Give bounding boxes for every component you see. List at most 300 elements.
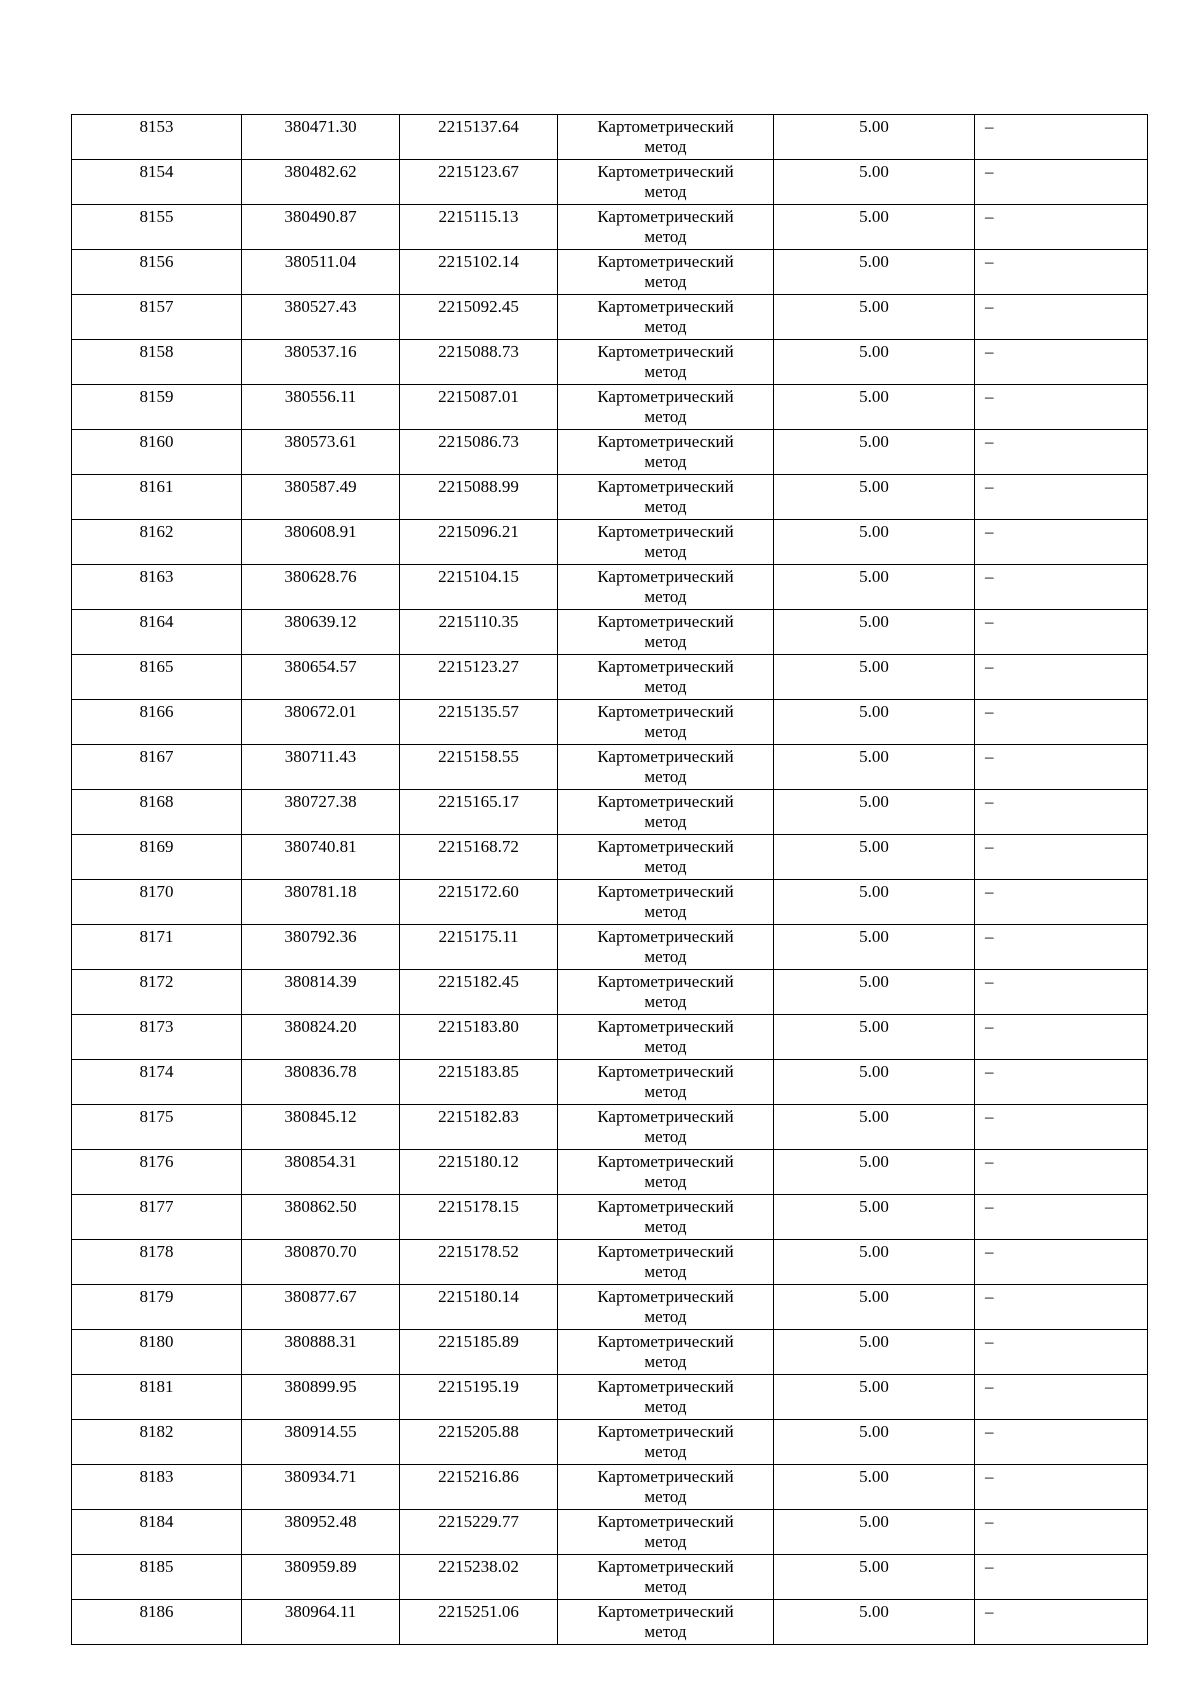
accuracy-cell: 5.00 xyxy=(774,1195,975,1240)
method-line-1: Картометрический xyxy=(597,882,734,901)
method-cell xyxy=(558,160,774,205)
method-line-2: метод xyxy=(644,1127,687,1146)
method-cell xyxy=(558,1375,774,1420)
method-line-1: Картометрический xyxy=(597,162,734,181)
method-line-1: Картометрический xyxy=(597,1422,734,1441)
y-coordinate-cell: 2215238.02 xyxy=(400,1555,558,1600)
x-coordinate-cell: 380608.91 xyxy=(242,520,400,565)
method-line-2: метод xyxy=(644,812,687,831)
method-line-2: метод xyxy=(644,857,687,876)
accuracy-cell: 5.00 xyxy=(774,340,975,385)
x-coordinate-cell: 380471.30 xyxy=(242,115,400,160)
point-number-cell: 8176 xyxy=(72,1150,242,1195)
method-line-1: Картометрический xyxy=(597,1287,734,1306)
description-cell: – xyxy=(975,160,1148,205)
method-line-1: Картометрический xyxy=(597,522,734,541)
accuracy-cell: 5.00 xyxy=(774,1555,975,1600)
description-cell: – xyxy=(975,925,1148,970)
method-cell xyxy=(558,115,774,160)
y-coordinate-cell: 2215088.99 xyxy=(400,475,558,520)
x-coordinate-cell: 380537.16 xyxy=(242,340,400,385)
x-coordinate-cell: 380727.38 xyxy=(242,790,400,835)
y-coordinate-cell: 2215104.15 xyxy=(400,565,558,610)
table-row xyxy=(72,1015,1148,1060)
x-coordinate-cell: 380899.95 xyxy=(242,1375,400,1420)
y-coordinate-cell: 2215180.12 xyxy=(400,1150,558,1195)
accuracy-cell: 5.00 xyxy=(774,1375,975,1420)
method-line-1: Картометрический xyxy=(597,837,734,856)
method-line-1: Картометрический xyxy=(597,1062,734,1081)
y-coordinate-cell: 2215158.55 xyxy=(400,745,558,790)
method-cell xyxy=(558,655,774,700)
method-cell xyxy=(558,1195,774,1240)
description-cell: – xyxy=(975,790,1148,835)
method-line-1: Картометрический xyxy=(597,207,734,226)
x-coordinate-cell: 380914.55 xyxy=(242,1420,400,1465)
method-cell xyxy=(558,1510,774,1555)
accuracy-cell: 5.00 xyxy=(774,1060,975,1105)
method-line-1: Картометрический xyxy=(597,1467,734,1486)
accuracy-cell: 5.00 xyxy=(774,1150,975,1195)
method-line-1: Картометрический xyxy=(597,657,734,676)
method-cell xyxy=(558,835,774,880)
method-line-2: метод xyxy=(644,227,687,246)
method-line-2: метод xyxy=(644,407,687,426)
method-line-2: метод xyxy=(644,182,687,201)
method-line-1: Картометрический xyxy=(597,927,734,946)
table-row xyxy=(72,700,1148,745)
x-coordinate-cell: 380639.12 xyxy=(242,610,400,655)
method-line-2: метод xyxy=(644,902,687,921)
x-coordinate-cell: 380845.12 xyxy=(242,1105,400,1150)
y-coordinate-cell: 2215172.60 xyxy=(400,880,558,925)
method-line-1: Картометрический xyxy=(597,477,734,496)
description-cell: – xyxy=(975,115,1148,160)
table-row xyxy=(72,1150,1148,1195)
method-cell xyxy=(558,700,774,745)
accuracy-cell: 5.00 xyxy=(774,700,975,745)
table-row xyxy=(72,970,1148,1015)
method-line-1: Картометрический xyxy=(597,252,734,271)
table-row xyxy=(72,520,1148,565)
point-number-cell: 8177 xyxy=(72,1195,242,1240)
table-row xyxy=(72,475,1148,520)
point-number-cell: 8186 xyxy=(72,1600,242,1645)
point-number-cell: 8179 xyxy=(72,1285,242,1330)
y-coordinate-cell: 2215096.21 xyxy=(400,520,558,565)
table-row xyxy=(72,565,1148,610)
method-line-2: метод xyxy=(644,137,687,156)
x-coordinate-cell: 380964.11 xyxy=(242,1600,400,1645)
method-cell xyxy=(558,970,774,1015)
method-cell xyxy=(558,880,774,925)
point-number-cell: 8156 xyxy=(72,250,242,295)
method-line-2: метод xyxy=(644,632,687,651)
description-cell: – xyxy=(975,295,1148,340)
table-row xyxy=(72,1195,1148,1240)
accuracy-cell: 5.00 xyxy=(774,655,975,700)
table-row xyxy=(72,880,1148,925)
x-coordinate-cell: 380854.31 xyxy=(242,1150,400,1195)
accuracy-cell: 5.00 xyxy=(774,1240,975,1285)
method-line-2: метод xyxy=(644,1307,687,1326)
method-cell xyxy=(558,1555,774,1600)
x-coordinate-cell: 380628.76 xyxy=(242,565,400,610)
method-line-2: метод xyxy=(644,1442,687,1461)
y-coordinate-cell: 2215123.67 xyxy=(400,160,558,205)
x-coordinate-cell: 380556.11 xyxy=(242,385,400,430)
y-coordinate-cell: 2215183.80 xyxy=(400,1015,558,1060)
x-coordinate-cell: 380490.87 xyxy=(242,205,400,250)
method-line-2: метод xyxy=(644,1622,687,1641)
accuracy-cell: 5.00 xyxy=(774,430,975,475)
method-cell xyxy=(558,610,774,655)
description-cell: – xyxy=(975,1105,1148,1150)
method-line-2: метод xyxy=(644,1397,687,1416)
point-number-cell: 8169 xyxy=(72,835,242,880)
method-line-2: метод xyxy=(644,1532,687,1551)
accuracy-cell: 5.00 xyxy=(774,1510,975,1555)
method-line-2: метод xyxy=(644,452,687,471)
y-coordinate-cell: 2215178.15 xyxy=(400,1195,558,1240)
point-number-cell: 8183 xyxy=(72,1465,242,1510)
method-line-2: метод xyxy=(644,587,687,606)
point-number-cell: 8174 xyxy=(72,1060,242,1105)
description-cell: – xyxy=(975,700,1148,745)
description-cell: – xyxy=(975,520,1148,565)
y-coordinate-cell: 2215088.73 xyxy=(400,340,558,385)
y-coordinate-cell: 2215251.06 xyxy=(400,1600,558,1645)
accuracy-cell: 5.00 xyxy=(774,250,975,295)
point-number-cell: 8182 xyxy=(72,1420,242,1465)
method-line-1: Картометрический xyxy=(597,1602,734,1621)
x-coordinate-cell: 380824.20 xyxy=(242,1015,400,1060)
point-number-cell: 8170 xyxy=(72,880,242,925)
method-line-1: Картометрический xyxy=(597,612,734,631)
method-line-2: метод xyxy=(644,272,687,291)
point-number-cell: 8185 xyxy=(72,1555,242,1600)
method-line-2: метод xyxy=(644,1352,687,1371)
accuracy-cell: 5.00 xyxy=(774,1015,975,1060)
point-number-cell: 8161 xyxy=(72,475,242,520)
method-line-1: Картометрический xyxy=(597,117,734,136)
table-row xyxy=(72,1105,1148,1150)
method-line-1: Картометрический xyxy=(597,432,734,451)
point-number-cell: 8180 xyxy=(72,1330,242,1375)
description-cell: – xyxy=(975,1420,1148,1465)
y-coordinate-cell: 2215137.64 xyxy=(400,115,558,160)
accuracy-cell: 5.00 xyxy=(774,610,975,655)
method-cell xyxy=(558,250,774,295)
method-line-1: Картометрический xyxy=(597,747,734,766)
table-row xyxy=(72,1285,1148,1330)
x-coordinate-cell: 380792.36 xyxy=(242,925,400,970)
accuracy-cell: 5.00 xyxy=(774,1330,975,1375)
point-number-cell: 8172 xyxy=(72,970,242,1015)
description-cell: – xyxy=(975,1015,1148,1060)
description-cell: – xyxy=(975,880,1148,925)
accuracy-cell: 5.00 xyxy=(774,925,975,970)
method-cell xyxy=(558,520,774,565)
method-line-1: Картометрический xyxy=(597,1242,734,1261)
table-row xyxy=(72,655,1148,700)
point-number-cell: 8157 xyxy=(72,295,242,340)
coordinates-table xyxy=(71,114,1148,1645)
point-number-cell: 8171 xyxy=(72,925,242,970)
table-row xyxy=(72,1465,1148,1510)
accuracy-cell: 5.00 xyxy=(774,205,975,250)
x-coordinate-cell: 380870.70 xyxy=(242,1240,400,1285)
point-number-cell: 8175 xyxy=(72,1105,242,1150)
x-coordinate-cell: 380527.43 xyxy=(242,295,400,340)
method-line-1: Картометрический xyxy=(597,792,734,811)
y-coordinate-cell: 2215110.35 xyxy=(400,610,558,655)
table-row xyxy=(72,790,1148,835)
table-row xyxy=(72,610,1148,655)
method-line-1: Картометрический xyxy=(597,1332,734,1351)
y-coordinate-cell: 2215182.83 xyxy=(400,1105,558,1150)
point-number-cell: 8153 xyxy=(72,115,242,160)
table-row xyxy=(72,1375,1148,1420)
point-number-cell: 8155 xyxy=(72,205,242,250)
accuracy-cell: 5.00 xyxy=(774,1465,975,1510)
table-row xyxy=(72,115,1148,160)
method-cell xyxy=(558,1285,774,1330)
table-row xyxy=(72,340,1148,385)
method-cell xyxy=(558,385,774,430)
description-cell: – xyxy=(975,835,1148,880)
description-cell: – xyxy=(975,475,1148,520)
method-cell xyxy=(558,430,774,475)
x-coordinate-cell: 380836.78 xyxy=(242,1060,400,1105)
y-coordinate-cell: 2215115.13 xyxy=(400,205,558,250)
point-number-cell: 8178 xyxy=(72,1240,242,1285)
method-line-2: метод xyxy=(644,1172,687,1191)
description-cell: – xyxy=(975,1285,1148,1330)
accuracy-cell: 5.00 xyxy=(774,160,975,205)
table-row xyxy=(72,1600,1148,1645)
y-coordinate-cell: 2215216.86 xyxy=(400,1465,558,1510)
description-cell: – xyxy=(975,745,1148,790)
point-number-cell: 8167 xyxy=(72,745,242,790)
point-number-cell: 8158 xyxy=(72,340,242,385)
x-coordinate-cell: 380934.71 xyxy=(242,1465,400,1510)
method-line-2: метод xyxy=(644,1262,687,1281)
description-cell: – xyxy=(975,385,1148,430)
table-row xyxy=(72,430,1148,475)
point-number-cell: 8181 xyxy=(72,1375,242,1420)
method-line-1: Картометрический xyxy=(597,1017,734,1036)
method-cell xyxy=(558,1240,774,1285)
method-line-1: Картометрический xyxy=(597,1512,734,1531)
accuracy-cell: 5.00 xyxy=(774,295,975,340)
accuracy-cell: 5.00 xyxy=(774,1105,975,1150)
accuracy-cell: 5.00 xyxy=(774,385,975,430)
method-cell xyxy=(558,925,774,970)
method-line-2: метод xyxy=(644,722,687,741)
y-coordinate-cell: 2215195.19 xyxy=(400,1375,558,1420)
method-cell xyxy=(558,1330,774,1375)
method-cell xyxy=(558,1600,774,1645)
method-line-2: метод xyxy=(644,317,687,336)
description-cell: – xyxy=(975,1510,1148,1555)
description-cell: – xyxy=(975,970,1148,1015)
y-coordinate-cell: 2215205.88 xyxy=(400,1420,558,1465)
point-number-cell: 8160 xyxy=(72,430,242,475)
method-cell xyxy=(558,205,774,250)
point-number-cell: 8166 xyxy=(72,700,242,745)
y-coordinate-cell: 2215165.17 xyxy=(400,790,558,835)
table-row xyxy=(72,1330,1148,1375)
method-line-2: метод xyxy=(644,1577,687,1596)
accuracy-cell: 5.00 xyxy=(774,1420,975,1465)
method-line-1: Картометрический xyxy=(597,387,734,406)
y-coordinate-cell: 2215087.01 xyxy=(400,385,558,430)
accuracy-cell: 5.00 xyxy=(774,745,975,790)
table-row xyxy=(72,160,1148,205)
accuracy-cell: 5.00 xyxy=(774,520,975,565)
x-coordinate-cell: 380573.61 xyxy=(242,430,400,475)
x-coordinate-cell: 380740.81 xyxy=(242,835,400,880)
table-row xyxy=(72,1060,1148,1105)
table-row xyxy=(72,925,1148,970)
description-cell: – xyxy=(975,250,1148,295)
y-coordinate-cell: 2215180.14 xyxy=(400,1285,558,1330)
x-coordinate-cell: 380959.89 xyxy=(242,1555,400,1600)
method-line-1: Картометрический xyxy=(597,567,734,586)
x-coordinate-cell: 380587.49 xyxy=(242,475,400,520)
accuracy-cell: 5.00 xyxy=(774,790,975,835)
x-coordinate-cell: 380654.57 xyxy=(242,655,400,700)
y-coordinate-cell: 2215229.77 xyxy=(400,1510,558,1555)
y-coordinate-cell: 2215086.73 xyxy=(400,430,558,475)
accuracy-cell: 5.00 xyxy=(774,115,975,160)
x-coordinate-cell: 380952.48 xyxy=(242,1510,400,1555)
method-cell xyxy=(558,1420,774,1465)
method-line-1: Картометрический xyxy=(597,702,734,721)
method-line-1: Картометрический xyxy=(597,297,734,316)
method-line-1: Картометрический xyxy=(597,1557,734,1576)
x-coordinate-cell: 380711.43 xyxy=(242,745,400,790)
point-number-cell: 8163 xyxy=(72,565,242,610)
method-line-1: Картометрический xyxy=(597,1152,734,1171)
method-line-2: метод xyxy=(644,992,687,1011)
method-line-1: Картометрический xyxy=(597,342,734,361)
method-line-1: Картометрический xyxy=(597,1197,734,1216)
method-line-2: метод xyxy=(644,542,687,561)
method-line-1: Картометрический xyxy=(597,1107,734,1126)
table-row xyxy=(72,1420,1148,1465)
accuracy-cell: 5.00 xyxy=(774,970,975,1015)
description-cell: – xyxy=(975,1195,1148,1240)
y-coordinate-cell: 2215135.57 xyxy=(400,700,558,745)
method-line-2: метод xyxy=(644,362,687,381)
method-cell xyxy=(558,340,774,385)
y-coordinate-cell: 2215178.52 xyxy=(400,1240,558,1285)
method-cell xyxy=(558,475,774,520)
method-line-2: метод xyxy=(644,497,687,516)
y-coordinate-cell: 2215168.72 xyxy=(400,835,558,880)
accuracy-cell: 5.00 xyxy=(774,1285,975,1330)
method-cell xyxy=(558,565,774,610)
accuracy-cell: 5.00 xyxy=(774,880,975,925)
description-cell: – xyxy=(975,565,1148,610)
x-coordinate-cell: 380511.04 xyxy=(242,250,400,295)
description-cell: – xyxy=(975,340,1148,385)
description-cell: – xyxy=(975,1465,1148,1510)
method-line-1: Картометрический xyxy=(597,972,734,991)
accuracy-cell: 5.00 xyxy=(774,1600,975,1645)
description-cell: – xyxy=(975,1375,1148,1420)
description-cell: – xyxy=(975,1600,1148,1645)
point-number-cell: 8154 xyxy=(72,160,242,205)
description-cell: – xyxy=(975,205,1148,250)
description-cell: – xyxy=(975,430,1148,475)
method-line-2: метод xyxy=(644,1217,687,1236)
method-line-2: метод xyxy=(644,1487,687,1506)
table-row xyxy=(72,1555,1148,1600)
x-coordinate-cell: 380482.62 xyxy=(242,160,400,205)
point-number-cell: 8164 xyxy=(72,610,242,655)
description-cell: – xyxy=(975,610,1148,655)
point-number-cell: 8165 xyxy=(72,655,242,700)
method-cell xyxy=(558,1150,774,1195)
x-coordinate-cell: 380814.39 xyxy=(242,970,400,1015)
method-line-2: метод xyxy=(644,1082,687,1101)
table-row xyxy=(72,250,1148,295)
description-cell: – xyxy=(975,1150,1148,1195)
description-cell: – xyxy=(975,1330,1148,1375)
method-line-2: метод xyxy=(644,1037,687,1056)
table-row xyxy=(72,745,1148,790)
x-coordinate-cell: 380781.18 xyxy=(242,880,400,925)
method-cell xyxy=(558,745,774,790)
coordinates-table-body xyxy=(72,115,1148,1645)
method-cell xyxy=(558,790,774,835)
x-coordinate-cell: 380862.50 xyxy=(242,1195,400,1240)
point-number-cell: 8184 xyxy=(72,1510,242,1555)
accuracy-cell: 5.00 xyxy=(774,565,975,610)
table-row xyxy=(72,295,1148,340)
method-cell xyxy=(558,1105,774,1150)
x-coordinate-cell: 380877.67 xyxy=(242,1285,400,1330)
accuracy-cell: 5.00 xyxy=(774,475,975,520)
x-coordinate-cell: 380672.01 xyxy=(242,700,400,745)
y-coordinate-cell: 2215123.27 xyxy=(400,655,558,700)
method-cell xyxy=(558,295,774,340)
method-line-2: метод xyxy=(644,767,687,786)
point-number-cell: 8168 xyxy=(72,790,242,835)
table-row xyxy=(72,835,1148,880)
method-line-1: Картометрический xyxy=(597,1377,734,1396)
method-line-2: метод xyxy=(644,947,687,966)
table-row xyxy=(72,1240,1148,1285)
y-coordinate-cell: 2215102.14 xyxy=(400,250,558,295)
description-cell: – xyxy=(975,1240,1148,1285)
method-cell xyxy=(558,1465,774,1510)
point-number-cell: 8162 xyxy=(72,520,242,565)
y-coordinate-cell: 2215182.45 xyxy=(400,970,558,1015)
y-coordinate-cell: 2215092.45 xyxy=(400,295,558,340)
point-number-cell: 8173 xyxy=(72,1015,242,1060)
table-row xyxy=(72,205,1148,250)
table-row xyxy=(72,1510,1148,1555)
y-coordinate-cell: 2215175.11 xyxy=(400,925,558,970)
description-cell: – xyxy=(975,1555,1148,1600)
method-line-2: метод xyxy=(644,677,687,696)
y-coordinate-cell: 2215183.85 xyxy=(400,1060,558,1105)
table-row xyxy=(72,385,1148,430)
